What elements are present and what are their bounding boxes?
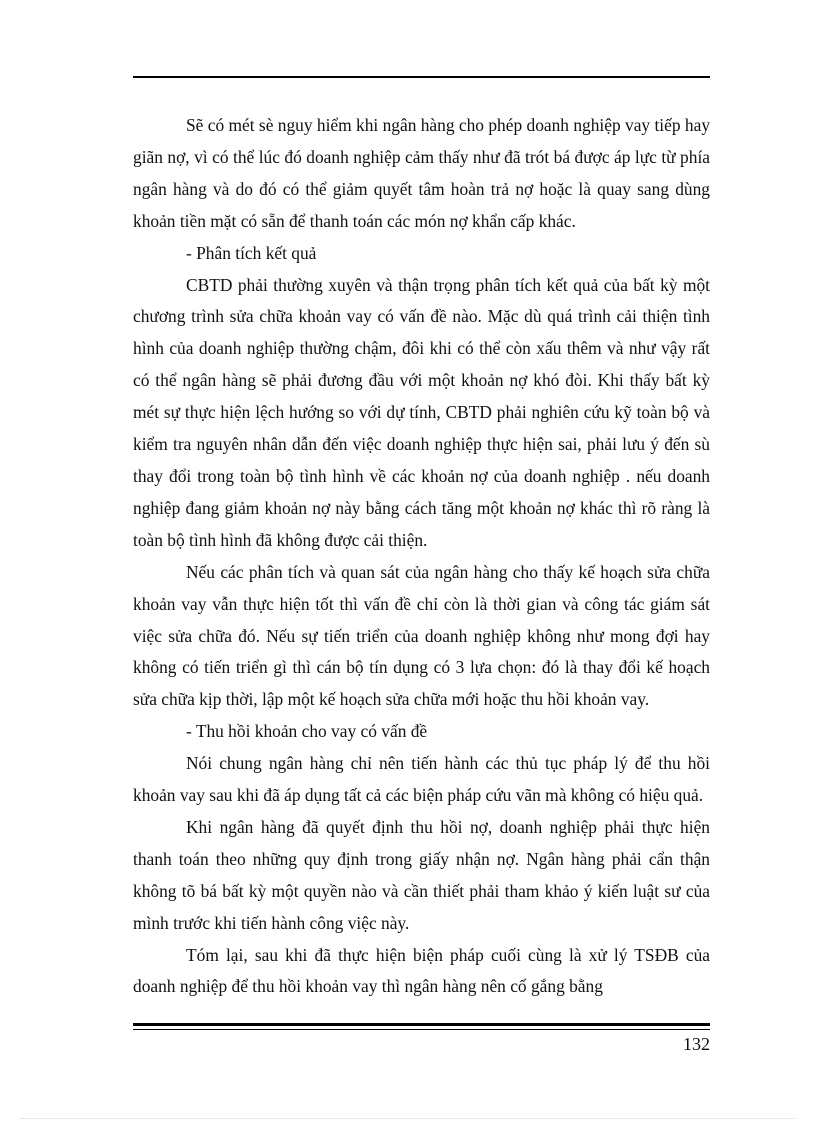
paragraph-legal-procedures: Nói chung ngân hàng chỉ nên tiến hành các thủ tục pháp lý để thu hồi khoản vay sau khi đã áp dụng tất cả các biện pháp cứu vãn mà không có hiệu quả.	[133, 753, 710, 806]
header-rule	[133, 76, 710, 78]
footer-rule-thin	[133, 1029, 710, 1030]
paragraph-analyze-results: CBTD phải thường xuyên và thận trọng phân tích kết quả của bất kỳ một chương trình sửa chữa khoản vay có vấn đề nào. Mặc dù quá trình cải thiện tình hình của doanh nghiệp thường chậm, đôi khi có thể còn xấu thêm và như vậy rất có thể ngân hàng sẽ phải đương đầu với một khoản nợ khó đòi. Khi thấy bất kỳ mét sự thực hiện lệch hướng so với dự tính, CBTD phải nghiên cứu kỹ toàn bộ và kiểm tra nguyên nhân dẫn đến việc doanh nghiệp thực hiện sai, phải lưu ý đến sù thay đổi trong toàn bộ tình hình về các khoản nợ của doanh nghiệp . nếu doanh nghiệp đang giảm khoản nợ này bằng cách tăng một khoản nợ khác thì rõ ràng là toàn bộ tình hình đã không được cải thiện.	[133, 274, 710, 550]
body-text	[133, 110, 710, 1003]
paragraph-debt-recovery: Khi ngân hàng đã quyết định thu hồi nợ, doanh nghiệp phải thực hiện thanh toán theo những quy định trong giấy nhận nợ. Ngân hàng phải cẩn thận không tõ bá bất kỳ một quyền nào và cần thiết phải tham khảo ý kiến luật sư của mình trước khi tiến hành công việc này.	[133, 816, 710, 933]
paragraph-risk-of-extension: Sẽ có mét sè nguy hiểm khi ngân hàng cho phép doanh nghiệp vay tiếp hay giãn nợ, vì có thể lúc đó doanh nghiệp cảm thấy như đã trót bá được áp lực từ phía ngân hàng và do đó có thể giảm quyết tâm hoàn trả nợ hoặc là quay sang dùng khoản tiền mặt có sẵn để thanh toán các món nợ khẩn cấp khác.	[133, 115, 711, 231]
footer-rule-thick	[133, 1023, 710, 1026]
paragraph-three-options: Nếu các phân tích và quan sát của ngân hàng cho thấy kế hoạch sửa chữa khoản vay vẫn thực hiện tốt thì vấn đề chỉ còn là thời gian và công tác giám sát việc sửa chữa đó. Nếu sự tiến triển của doanh nghiệp không như mong đợi hay không có tiến triển gì thì cán bộ tín dụng có 3 lựa chọn: đó là thay đổi kế hoạch sửa chữa kịp thời, lập một kế hoạch sửa chữa mới hoặc thu hồi khoản vay.	[133, 561, 710, 710]
page-number: 132	[683, 1034, 710, 1054]
heading-recover-problem-loan: - Thu hồi khoản cho vay có vấn đề	[186, 721, 428, 742]
paragraph-summary: Tóm lại, sau khi đã thực hiện biện pháp cuối cùng là xử lý TSĐB của doanh nghiệp để thu hồi khoản vay thì ngân hàng nên cố gắng bằng	[133, 944, 710, 997]
heading-analyze-results: - Phân tích kết quả	[186, 242, 317, 263]
page-edge-divider	[20, 1118, 796, 1119]
